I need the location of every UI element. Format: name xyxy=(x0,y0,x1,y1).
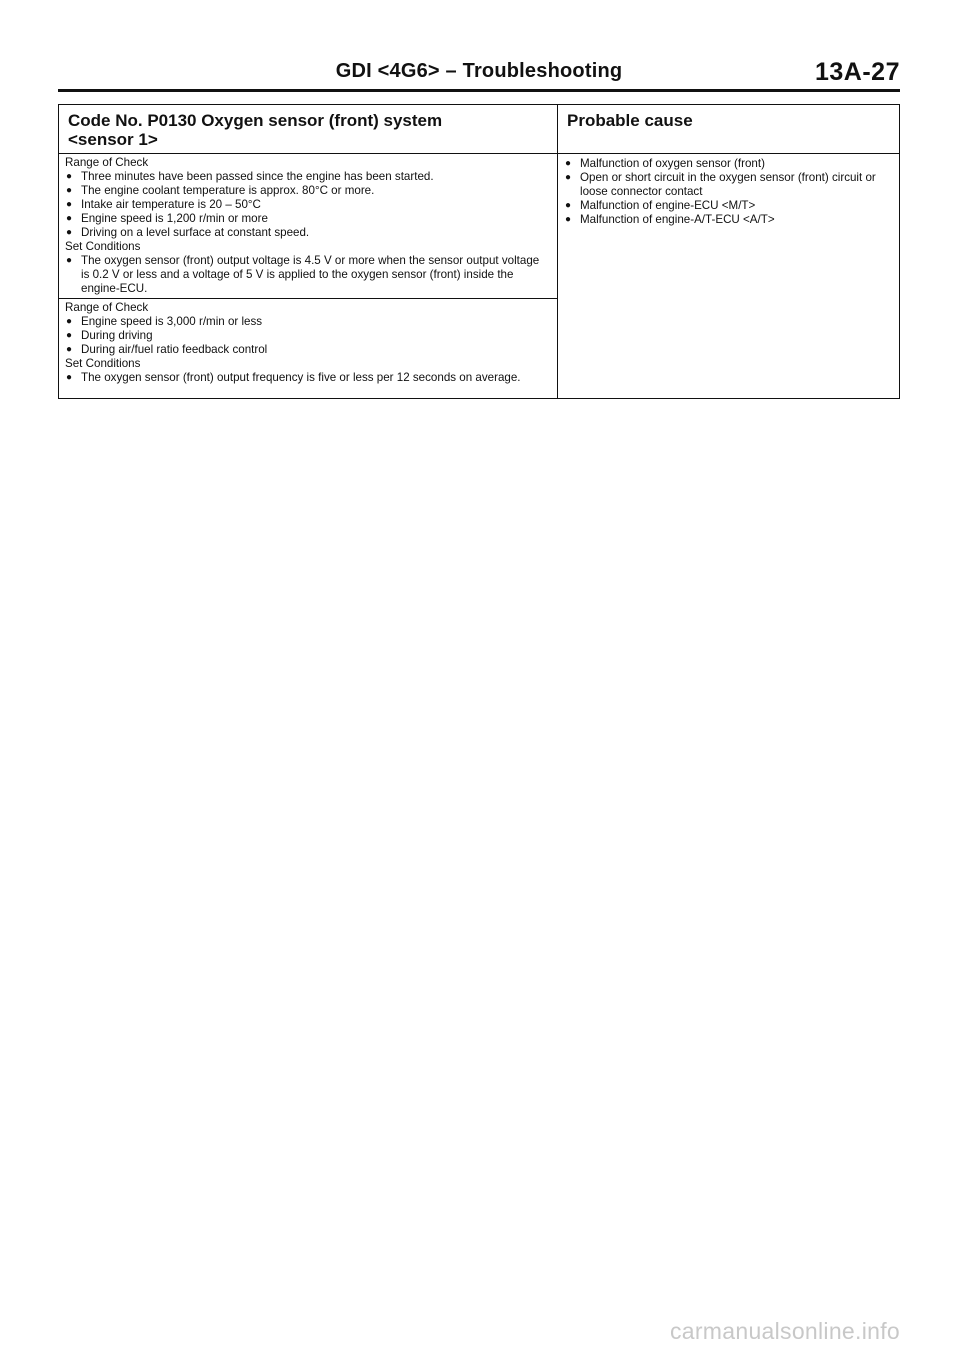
bullet-icon: ● xyxy=(66,171,73,182)
list-item: ● Engine speed is 1,200 r/min or more xyxy=(66,212,268,225)
list-item: ● The engine coolant temperature is approx. 80°C or more. xyxy=(66,184,375,197)
list-item: ● During air/fuel ratio feedback control xyxy=(66,343,268,356)
probable-cause-heading: Probable cause xyxy=(567,111,693,130)
sensor-heading: <sensor 1> xyxy=(68,130,158,149)
list-item: ● Malfunction of oxygen sensor (front) xyxy=(565,157,765,170)
bullet-icon: ● xyxy=(66,316,73,327)
range-of-check-label: Range of Check xyxy=(65,301,149,314)
bullet-icon: ● xyxy=(565,172,572,183)
bullet-icon: ● xyxy=(66,372,73,383)
condition-block-2 xyxy=(59,298,557,387)
list-item: ● The oxygen sensor (front) output voltage is 4.5 V or more when the sensor output voltage is 0.2 V or less and a voltage of 5 V is applied to the oxygen sensor (front) inside the engine-ECU. xyxy=(66,254,540,295)
diagnostic-table xyxy=(58,104,900,399)
page-header xyxy=(58,58,900,88)
conditions-cell xyxy=(59,154,558,398)
bullet-icon: ● xyxy=(66,185,73,196)
bullet-icon: ● xyxy=(565,158,572,169)
bullet-icon: ● xyxy=(66,227,73,238)
table-body-row xyxy=(59,154,899,398)
code-heading-cell xyxy=(59,105,558,153)
range-of-check-label: Range of Check xyxy=(65,156,149,169)
code-heading: Code No. P0130 Oxygen sensor (front) system xyxy=(68,111,443,130)
list-item: ● Three minutes have been passed since the engine has been started. xyxy=(66,170,434,183)
list-item: ● Engine speed is 3,000 r/min or less xyxy=(66,315,263,328)
list-item: ● Intake air temperature is 20 – 50°C xyxy=(66,198,261,211)
page-number: 13A-27 xyxy=(815,58,900,86)
list-item: ● Open or short circuit in the oxygen sensor (front) circuit or loose connector contact xyxy=(565,171,876,198)
condition-block-1 xyxy=(59,154,557,298)
table-header-row xyxy=(59,105,899,154)
list-item: ● During driving xyxy=(66,329,153,342)
list-item: ● Malfunction of engine-ECU <M/T> xyxy=(565,199,756,212)
list-item: ● Malfunction of engine-A/T-ECU <A/T> xyxy=(565,213,775,226)
bullet-icon: ● xyxy=(66,255,73,266)
bullet-icon: ● xyxy=(66,213,73,224)
list-item: ● Driving on a level surface at constant speed. xyxy=(66,226,310,239)
watermark: carmanualsonline.info xyxy=(669,1318,900,1344)
bullet-icon: ● xyxy=(66,344,73,355)
page-title: GDI <4G6> – Troubleshooting xyxy=(335,60,623,82)
set-conditions-label: Set Conditions xyxy=(65,240,141,253)
bullet-icon: ● xyxy=(565,214,572,225)
bullet-icon: ● xyxy=(66,330,73,341)
header-rule xyxy=(58,89,900,92)
list-item: ● The oxygen sensor (front) output frequency is five or less per 12 seconds on average. xyxy=(66,371,521,384)
probable-cause-cell xyxy=(558,154,899,398)
set-conditions-label: Set Conditions xyxy=(65,357,141,370)
bullet-icon: ● xyxy=(66,199,73,210)
bullet-icon: ● xyxy=(565,200,572,211)
